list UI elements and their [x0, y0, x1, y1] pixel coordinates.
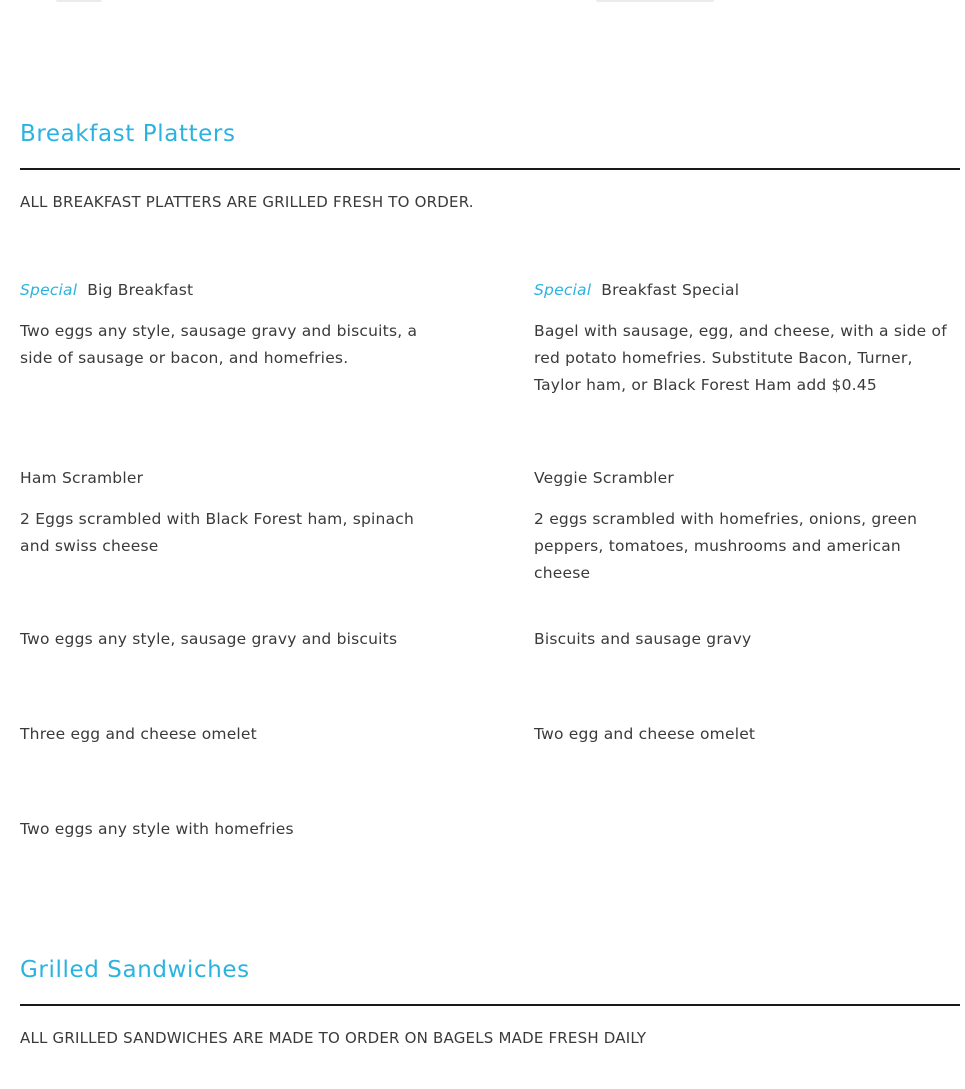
item-name: Veggie Scrambler — [534, 469, 674, 487]
item-title — [20, 279, 440, 301]
item-description: Bagel with sausage, egg, and cheese, with a side of red potato homefries. Substitute Bacon, Turner, Taylor ham, or Black Forest Ham add $0.45 — [534, 322, 947, 394]
item-name: Ham Scrambler — [20, 469, 144, 487]
item-description: 2 Eggs scrambled with Black Forest ham, spinach and swiss cheese — [20, 510, 415, 555]
item-description: Two eggs any style, sausage gravy and biscuits, a side of sausage or bacon, and homefries. — [20, 322, 418, 367]
section-divider — [20, 168, 960, 170]
menu-item-eggs-homefries — [20, 818, 440, 840]
menu-item-eggs-gravy-biscuits — [20, 628, 440, 650]
item-description: 2 eggs scrambled with homefries, onions, green peppers, tomatoes, mushrooms and american cheese — [534, 510, 918, 582]
item-name: Three egg and cheese omelet — [20, 725, 257, 743]
item-title — [534, 279, 960, 301]
menu-item-big-breakfast — [20, 279, 440, 372]
menu-item-ham-scrambler — [20, 467, 440, 560]
section-title-grilled-sandwiches: Grilled Sandwiches — [20, 957, 250, 983]
menu-item-three-egg-omelet — [20, 723, 440, 745]
menu-item-biscuits-sausage-gravy — [534, 628, 960, 650]
menu-item-two-egg-omelet — [534, 723, 960, 745]
item-name: Two egg and cheese omelet — [534, 725, 756, 743]
item-name: Breakfast Special — [601, 281, 740, 299]
item-name: Biscuits and sausage gravy — [534, 630, 752, 648]
menu-item-veggie-scrambler — [534, 467, 960, 587]
section-title-breakfast-platters: Breakfast Platters — [20, 121, 236, 147]
menu-item-breakfast-special — [534, 279, 960, 399]
item-name: Two eggs any style, sausage gravy and biscuits — [20, 630, 398, 648]
cut-off-text-fragment — [56, 0, 102, 2]
section-note-breakfast: ALL BREAKFAST PLATTERS ARE GRILLED FRESH TO ORDER. — [20, 193, 474, 211]
item-name: Two eggs any style with homefries — [20, 820, 294, 838]
special-tag: Special — [534, 281, 592, 299]
item-name: Big Breakfast — [87, 281, 194, 299]
section-note-sandwiches: ALL GRILLED SANDWICHES ARE MADE TO ORDER ON BAGELS MADE FRESH DAILY — [20, 1029, 647, 1047]
special-tag: Special — [20, 281, 78, 299]
cut-off-text-fragment — [596, 0, 714, 2]
section-divider — [20, 1004, 960, 1006]
